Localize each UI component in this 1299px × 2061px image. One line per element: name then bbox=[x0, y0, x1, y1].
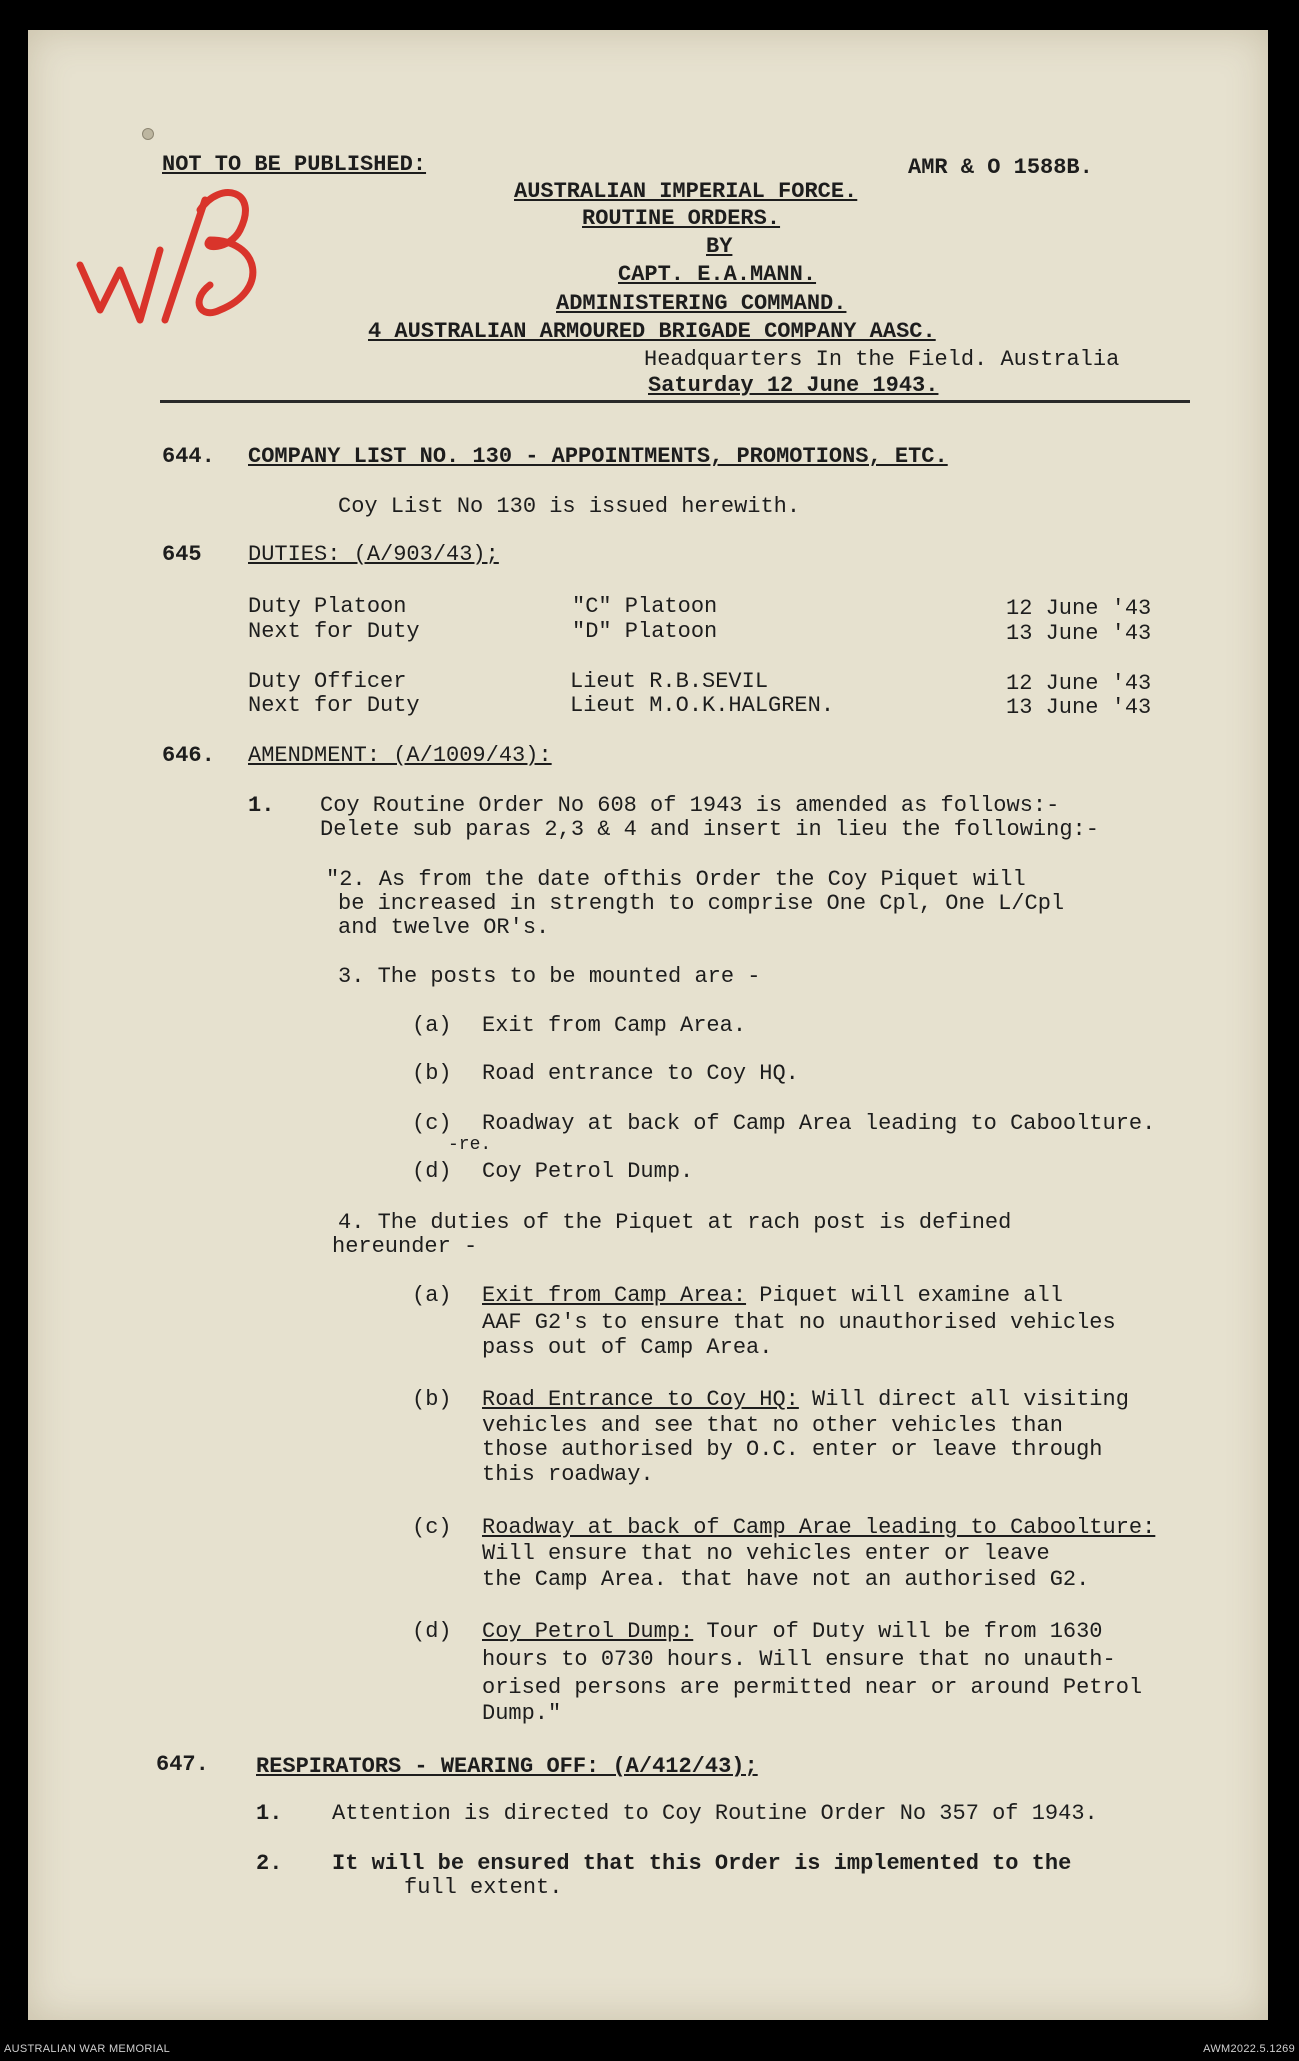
duty-role: Next for Duty bbox=[248, 693, 420, 718]
post-label: (b) bbox=[412, 1061, 452, 1086]
duty-date: 13 June '43 bbox=[1006, 695, 1152, 720]
order-heading: AMENDMENT: (A/1009/43): bbox=[248, 743, 552, 768]
duty-title: Exit from Camp Area: bbox=[482, 1283, 747, 1308]
title-line: AUSTRALIAN IMPERIAL FORCE. bbox=[514, 179, 858, 204]
title-line: ROUTINE ORDERS. bbox=[582, 206, 781, 231]
duty-date: 13 June '43 bbox=[1006, 621, 1152, 646]
duty-text: Tour of Duty will be from 1630 bbox=[693, 1619, 1103, 1644]
restriction-notice: NOT TO BE PUBLISHED: bbox=[162, 152, 427, 177]
red-initials-stamp bbox=[70, 170, 290, 350]
order-heading: DUTIES: (A/903/43); bbox=[248, 542, 499, 567]
duty-role: Duty Platoon bbox=[248, 594, 407, 619]
paragraph-line: full extent. bbox=[404, 1875, 563, 1900]
duty-assignee: Lieut R.B.SEVIL bbox=[570, 669, 769, 694]
duty-text: hours to 0730 hours. Will ensure that no unauth- bbox=[482, 1647, 1116, 1672]
paragraph-number: 2. bbox=[256, 1851, 283, 1876]
paragraph-line: be increased in strength to comprise One Cpl, One L/Cpl bbox=[338, 891, 1065, 916]
duty-assignee: "D" Platoon bbox=[572, 619, 718, 644]
duty-label: (a) bbox=[412, 1283, 452, 1308]
duty-text: the Camp Area. that have not an authorised G2. bbox=[482, 1567, 1090, 1592]
duty-assignee: "C" Platoon bbox=[572, 594, 718, 619]
duty-text: Will ensure that no vehicles enter or leave bbox=[482, 1541, 1050, 1566]
paragraph-line: 3. The posts to be mounted are - bbox=[338, 964, 761, 989]
order-number: 645 bbox=[162, 542, 202, 567]
duty-text: Piquet will examine all bbox=[746, 1283, 1063, 1308]
order-body: Coy List No 130 is issued herewith. bbox=[338, 494, 801, 519]
duty-date: 12 June '43 bbox=[1006, 671, 1152, 696]
duty-text: Will direct all visiting bbox=[798, 1387, 1129, 1412]
duty-date: 12 June '43 bbox=[1006, 596, 1152, 621]
paragraph-line: Attention is directed to Coy Routine Order No 357 of 1943. bbox=[332, 1801, 1098, 1826]
paragraph-line: It will be ensured that this Order is implemented to the bbox=[332, 1851, 1072, 1876]
order-number: 646. bbox=[162, 743, 215, 768]
punch-hole bbox=[142, 128, 154, 140]
paragraph-line: Delete sub paras 2,3 & 4 and insert in lieu the following:- bbox=[320, 817, 1099, 842]
order-heading: RESPIRATORS - WEARING OFF: (A/412/43); bbox=[256, 1754, 758, 1779]
title-line: CAPT. E.A.MANN. bbox=[618, 262, 817, 287]
post-text: Exit from Camp Area. bbox=[482, 1013, 747, 1038]
post-label: (a) bbox=[412, 1013, 452, 1038]
title-line: 4 AUSTRALIAN ARMOURED BRIGADE COMPANY AASC. bbox=[368, 319, 936, 344]
post-text: Roadway at back of Camp Area leading to Caboolture. bbox=[482, 1111, 1156, 1136]
archive-credit: AUSTRALIAN WAR MEMORIAL bbox=[4, 2043, 171, 2055]
duty-text: orised persons are permitted near or around Petrol bbox=[482, 1675, 1143, 1700]
paragraph-number: 1. bbox=[256, 1801, 283, 1826]
archive-reference: AWM2022.5.1269 bbox=[1203, 2043, 1295, 2055]
paragraph-line: and twelve OR's. bbox=[338, 915, 550, 940]
post-text: Road entrance to Coy HQ. bbox=[482, 1061, 799, 1086]
duty-role: Duty Officer bbox=[248, 669, 407, 694]
duty-text: vehicles and see that no other vehicles than bbox=[482, 1413, 1063, 1438]
duty-label: (b) bbox=[412, 1387, 452, 1412]
post-label: (c) bbox=[412, 1111, 452, 1136]
reference-number: AMR & O 1588B. bbox=[908, 155, 1093, 180]
post-text: Coy Petrol Dump. bbox=[482, 1159, 694, 1184]
duty-text: those authorised by O.C. enter or leave through bbox=[482, 1437, 1103, 1462]
paragraph-line: "2. As from the date ofthis Order the Coy Piquet will bbox=[326, 867, 1026, 892]
header-rule bbox=[160, 400, 1190, 403]
duty-label: (c) bbox=[412, 1515, 452, 1540]
duty-title: Roadway at back of Camp Arae leading to Caboolture: bbox=[482, 1515, 1156, 1540]
duty-assignee: Lieut M.O.K.HALGREN. bbox=[570, 693, 835, 718]
date-line: Saturday 12 June 1943. bbox=[648, 373, 939, 398]
duty-title: Coy Petrol Dump: bbox=[482, 1619, 694, 1644]
duty-text: pass out of Camp Area. bbox=[482, 1335, 773, 1360]
duty-label: (d) bbox=[412, 1619, 452, 1644]
duty-text: Dump." bbox=[482, 1701, 562, 1726]
post-label: (d) bbox=[412, 1159, 452, 1184]
title-line: BY bbox=[706, 234, 733, 259]
duty-text: AAF G2's to ensure that no unauthorised vehicles bbox=[482, 1310, 1116, 1335]
paragraph-line: Coy Routine Order No 608 of 1943 is amended as follows:- bbox=[320, 793, 1060, 818]
order-number: 647. bbox=[156, 1752, 209, 1777]
title-line: ADMINISTERING COMMAND. bbox=[556, 291, 847, 316]
paragraph-line: 4. The duties of the Piquet at rach post is defined bbox=[338, 1210, 1012, 1235]
order-heading: COMPANY LIST NO. 130 - APPOINTMENTS, PROMOTIONS, ETC. bbox=[248, 444, 948, 469]
duty-role: Next for Duty bbox=[248, 619, 420, 644]
post-text-continuation: -re. bbox=[448, 1135, 492, 1155]
duty-title: Road Entrance to Coy HQ: bbox=[482, 1387, 799, 1412]
paragraph-number: 1. bbox=[248, 793, 275, 818]
paragraph-line: hereunder - bbox=[332, 1234, 478, 1259]
location-line: Headquarters In the Field. Australia bbox=[644, 347, 1120, 372]
duty-text: this roadway. bbox=[482, 1462, 654, 1487]
order-number: 644. bbox=[162, 444, 215, 469]
